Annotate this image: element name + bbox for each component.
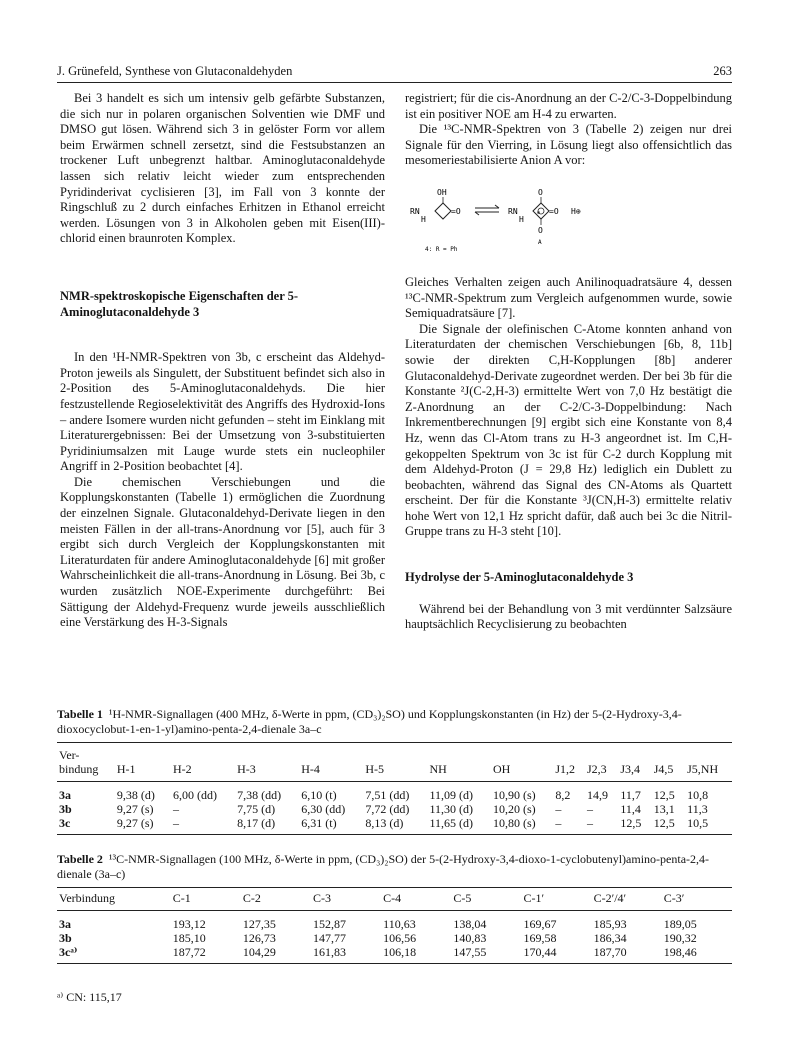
table-cell: 106,56	[383, 931, 417, 945]
table-cell: 104,29	[241, 945, 311, 964]
table1-column-header: J5,NH	[685, 762, 732, 782]
table-cell: 13,1	[653, 802, 675, 816]
table-cell: 11,65 (d)	[428, 816, 492, 835]
table-cell: 10,20 (s)	[493, 802, 536, 816]
table-cell: 193,12	[172, 917, 206, 931]
right-column	[405, 91, 732, 633]
table-cell: 11,4	[620, 802, 641, 816]
table2-column-header: C-1′	[521, 891, 591, 911]
table2-column-header: C-2′/4′	[592, 891, 662, 911]
paragraph: Während bei der Behandlung von 3 mit verdünnter Salzsäure hauptsächlich Recyclisierung zu beobachten	[405, 601, 732, 632]
table-cell: 190,32	[663, 931, 697, 945]
table2-caption-text: ¹³C-NMR-Signallagen (100 MHz, δ-Werte in ppm, (CD₃)₂SO) der 5-(2-Hydroxy-3,4-dioxo-1-cyclobutenyl)amino-penta-2,4-dienale (3a–c)	[57, 852, 710, 881]
table-cell: 152,87	[313, 917, 347, 931]
table-row	[57, 945, 732, 964]
page-number: 263	[713, 64, 732, 78]
table-cell: 161,83	[311, 945, 381, 964]
table1	[57, 748, 732, 835]
table1-column-header: OH	[491, 762, 553, 782]
table-cell: 126,73	[242, 931, 276, 945]
table1-column-header: J1,2	[553, 762, 585, 782]
table-cell: 147,55	[451, 945, 521, 964]
paragraph: Die Signale der olefinischen C-Atome konnten anhand von Literaturdaten der chemischen Verschiebungen [6b, 8, 11b] sowie der direkten C,H-Kopplungen [8b] anderer Glutaconaldehyd-Derivate zugeordnet werden. Der bei 3b für die Konstante ²J(C-2,H-3) ermittelte Wert von 7,0 Hz bestätigt die Z-Anordnung an der C-2/C-3-Doppelbindung: Nach Inkrementberechnungen [9] ergibt sich eine Konstante von 8,4 Hz, wenn das Cl-Atom trans zu H-3 angeordnet ist. Im C,H-gekoppelten Spektrum von 3c ist für C-2 durch Kopplung mit dem Aldehyd-Proton (J = 29,8 Hz) lediglich ein Dublett zu beobachten, während das Signal des CN-Atoms als Quartett erscheint. Der für die Konstante ³J(CN,H-3) ermittelte relativ hohe Wert von 12,1 Hz spricht dafür, daß auch bei 3c die Nitril-Gruppe trans zu H-3 steht [10].	[405, 321, 732, 539]
chemical-scheme	[405, 181, 732, 261]
table-row	[57, 782, 732, 803]
table1-column-header: H-5	[363, 762, 427, 782]
table2-caption	[57, 852, 732, 882]
table-cell: 7,51 (dd)	[365, 788, 410, 802]
table-cell: 187,72	[171, 945, 241, 964]
table2-column-header: C-4	[381, 891, 451, 911]
paragraph: Bei 3 handelt es sich um intensiv gelb gefärbte Substanzen, die sich nur in polaren organischen Solventien wie DMF und DMSO gut lösen. Während sich 3 in gelöster Form vor allem beim Erwärmen schnell zersetzt, sind die Festsubstanzen an trockener Luft unbegrenzt haltbar. Aminoglutaconaldehyde lassen sich relativ leicht wieder zum entsprechenden Pyridinderivat cyclisieren [3], im Fall von 3 konnte der Ringschluß zu 2 durch einfaches Erhitzen in Ethanol erreicht werden. Lösungen von 3 in Alkoholen geben mit Eisen(III)-chlorid einen braunroten Komplex.	[60, 91, 385, 246]
right-rn-label: RN	[508, 206, 518, 216]
table-cell: –	[171, 816, 235, 835]
table2	[57, 891, 732, 964]
table-cell: –	[586, 802, 593, 816]
table2-header-row	[57, 891, 732, 911]
left-o-label: =O	[451, 206, 461, 216]
table-cell: 169,67	[523, 917, 557, 931]
table-cell: 8,2	[555, 788, 571, 802]
table-cell: 6,30 (dd)	[301, 802, 346, 816]
running-header	[57, 64, 732, 80]
table-cell: 6,10 (t)	[301, 788, 337, 802]
compound-legend: 4: R = Ph	[425, 245, 458, 253]
header-rule	[57, 82, 732, 83]
table-cell: 185,10	[172, 931, 206, 945]
table-cell: 138,04	[453, 917, 487, 931]
left-rn-label: RN	[410, 206, 420, 216]
table2-top-rule	[57, 887, 732, 888]
table-cell: 10,5	[685, 816, 732, 835]
table-cell: –	[555, 802, 562, 816]
table1-column-header: H-1	[115, 762, 171, 782]
table-cell: 6,00 (dd)	[173, 788, 217, 802]
table-cell: 10,80 (s)	[491, 816, 553, 835]
right-o-label: =O	[549, 206, 559, 216]
table-cell: 11,09 (d)	[429, 788, 474, 802]
table1-column-header: NH	[428, 762, 492, 782]
table-cell: 9,38 (d)	[116, 788, 155, 802]
table-cell: 11,30 (d)	[429, 802, 474, 816]
left-column	[60, 91, 385, 631]
compound-cell: 3a	[59, 788, 71, 802]
table-cell: 140,83	[453, 931, 487, 945]
table2-column-header: Verbindung	[57, 891, 171, 911]
table-row	[57, 802, 732, 816]
right-o-top-label: O	[538, 187, 543, 197]
table-cell: 10,8	[687, 788, 709, 802]
paragraph: Gleiches Verhalten zeigen auch Anilinoquadratsäure 4, dessen ¹³C-NMR-Spektrum zum Vergleich aufgenommen wurde, sowie Semiquadratsäure [7].	[405, 274, 732, 321]
table2-column-header: C-1	[171, 891, 241, 911]
table1-column-header: bindung	[57, 762, 115, 782]
table-cell: 7,38 (dd)	[237, 788, 282, 802]
table2-body	[57, 911, 732, 964]
table-cell: 8,17 (d)	[235, 816, 299, 835]
right-o-bottom-label: O	[538, 225, 543, 235]
table-row	[57, 816, 732, 835]
table-cell: 10,90 (s)	[493, 788, 536, 802]
table-cell: 9,27 (s)	[116, 802, 154, 816]
proton-label: H⊕	[571, 206, 581, 216]
compound-cell: 3c	[57, 816, 115, 835]
table-cell: 170,44	[521, 945, 591, 964]
table-cell: 14,9	[586, 788, 608, 802]
table2-column-header: C-5	[451, 891, 521, 911]
table-cell: 169,58	[523, 931, 557, 945]
table1-caption-text: ¹H-NMR-Signallagen (400 MHz, δ-Werte in ppm, (CD₃)₂SO) und Kopplungskonstanten (in Hz) der 5-(2-Hydroxy-3,4-dioxocyclobut-1-en-1-yl)amino-penta-2,4-dienale 3a–c	[57, 707, 682, 736]
table-cell: 12,5	[652, 816, 685, 835]
compound-cell: 3b	[59, 802, 72, 816]
table-cell: 12,5	[618, 816, 651, 835]
table1-column-header: H-2	[171, 762, 235, 782]
compound-cell: 3b	[59, 931, 72, 945]
table1-header-top: Ver-	[59, 748, 80, 762]
left-oh-label: OH	[437, 187, 447, 197]
table1-header-row	[57, 762, 732, 782]
table1-label: Tabelle 1	[57, 707, 103, 721]
table1-column-header: H-4	[299, 762, 363, 782]
table-cell: –	[173, 802, 179, 816]
table2-label: Tabelle 2	[57, 852, 103, 866]
table-cell: 11,3	[687, 802, 708, 816]
table-cell: 7,72 (dd)	[365, 802, 410, 816]
compound-cell: 3a	[59, 917, 71, 931]
table-cell: 198,46	[662, 945, 732, 964]
table1-column-header: J2,3	[585, 762, 618, 782]
table1-caption	[57, 707, 732, 737]
table-cell: 187,70	[592, 945, 662, 964]
table-cell: 11,7	[620, 788, 641, 802]
table1-column-header: J3,4	[618, 762, 651, 782]
table-cell: 147,77	[313, 931, 347, 945]
table1-column-header: J4,5	[652, 762, 685, 782]
squaric-acid-structure-drawing	[405, 181, 605, 261]
table-cell: 127,35	[242, 917, 276, 931]
table-cell: 185,93	[593, 917, 627, 931]
table-row	[57, 931, 732, 945]
table-cell: –	[585, 816, 618, 835]
table-cell: 189,05	[663, 917, 697, 931]
table-cell: 12,5	[653, 788, 675, 802]
paragraph: Die ¹³C-NMR-Spektren von 3 (Tabelle 2) zeigen nur drei Signale für den Vierring, in Lösung liegt also offensichtlich das mesomeriestabilisierte Anion A vor:	[405, 122, 732, 168]
anion-label: A	[538, 238, 542, 246]
table-row	[57, 911, 732, 932]
running-title: J. Grünefeld, Synthese von Glutaconaldehyden	[57, 64, 293, 78]
left-h-label: H	[421, 214, 426, 224]
paragraph: Die chemischen Verschiebungen und die Kopplungskonstanten (Tabelle 1) ermöglichen die Zuordnung der einzelnen Signale. Glutaconaldehyd-Derivate liegen in den meisten Fällen in der all-trans-Anordnung vor [5], auch für 3 ergibt sich durch Vergleich der Kopplungskonstanten mit Literaturdaten für andere Aminoglutaconaldehyde [6] mit großer Wahrscheinlichkeit die all-trans-Anordnung in Lösung. Bei 3b, c wurden zusätzlich NOE-Experimente durchgeführt: Bei Sättigung der Aldehyd-Frequenz wurde jeweils ausschließlich eine Verstärkung des H-3-Signals	[60, 474, 385, 630]
table1-top-rule	[57, 742, 732, 743]
table2-column-header: C-3	[311, 891, 381, 911]
table-cell: –	[553, 816, 585, 835]
table2-footnote: ᵃ⁾ CN: 115,17	[57, 990, 122, 1004]
table-cell: 7,75 (d)	[237, 802, 276, 816]
table2-column-header: C-3′	[662, 891, 732, 911]
paragraph: In den ¹H-NMR-Spektren von 3b, c erscheint das Aldehyd-Proton jeweils als Singulett, der Substituent befindet sich also in 2-Position des 5-Aminoglutaconaldehyds. Die hier festzustellende Regioselektivität des Angriffs des Hydroxid-Ions – andere Isomere wurden nicht gefunden – steht im Einklang mit Literaturergebnissen: Bei der Umsetzung von 3-substituierten Pyridiniumsalzen mit Lauge wurde stets ein nucleophiler Angriff in 2-Position beobachtet [4].	[60, 350, 385, 474]
right-h-label: H	[519, 214, 524, 224]
section-heading: Hydrolyse der 5-Aminoglutaconaldehyde 3	[405, 570, 634, 585]
table-cell: 8,13 (d)	[363, 816, 427, 835]
table-cell: 106,18	[381, 945, 451, 964]
table1-body	[57, 782, 732, 835]
compound-cell: 3cᵃ⁾	[57, 945, 171, 964]
paragraph: registriert; für die cis-Anordnung an der C-2/C-3-Doppelbindung ist ein positiver NOE am H-4 zu erwarten.	[405, 91, 732, 121]
table1-column-header: H-3	[235, 762, 299, 782]
table-cell: 186,34	[593, 931, 627, 945]
table-cell: 9,27 (s)	[115, 816, 171, 835]
section-heading: NMR-spektroskopische Eigenschaften der 5-Aminoglutaconaldehyde 3	[60, 288, 299, 319]
table-cell: 6,31 (t)	[299, 816, 363, 835]
minus-charge-label: ⊖	[537, 209, 541, 216]
table-cell: 110,63	[383, 917, 416, 931]
table2-column-header: C-2	[241, 891, 311, 911]
